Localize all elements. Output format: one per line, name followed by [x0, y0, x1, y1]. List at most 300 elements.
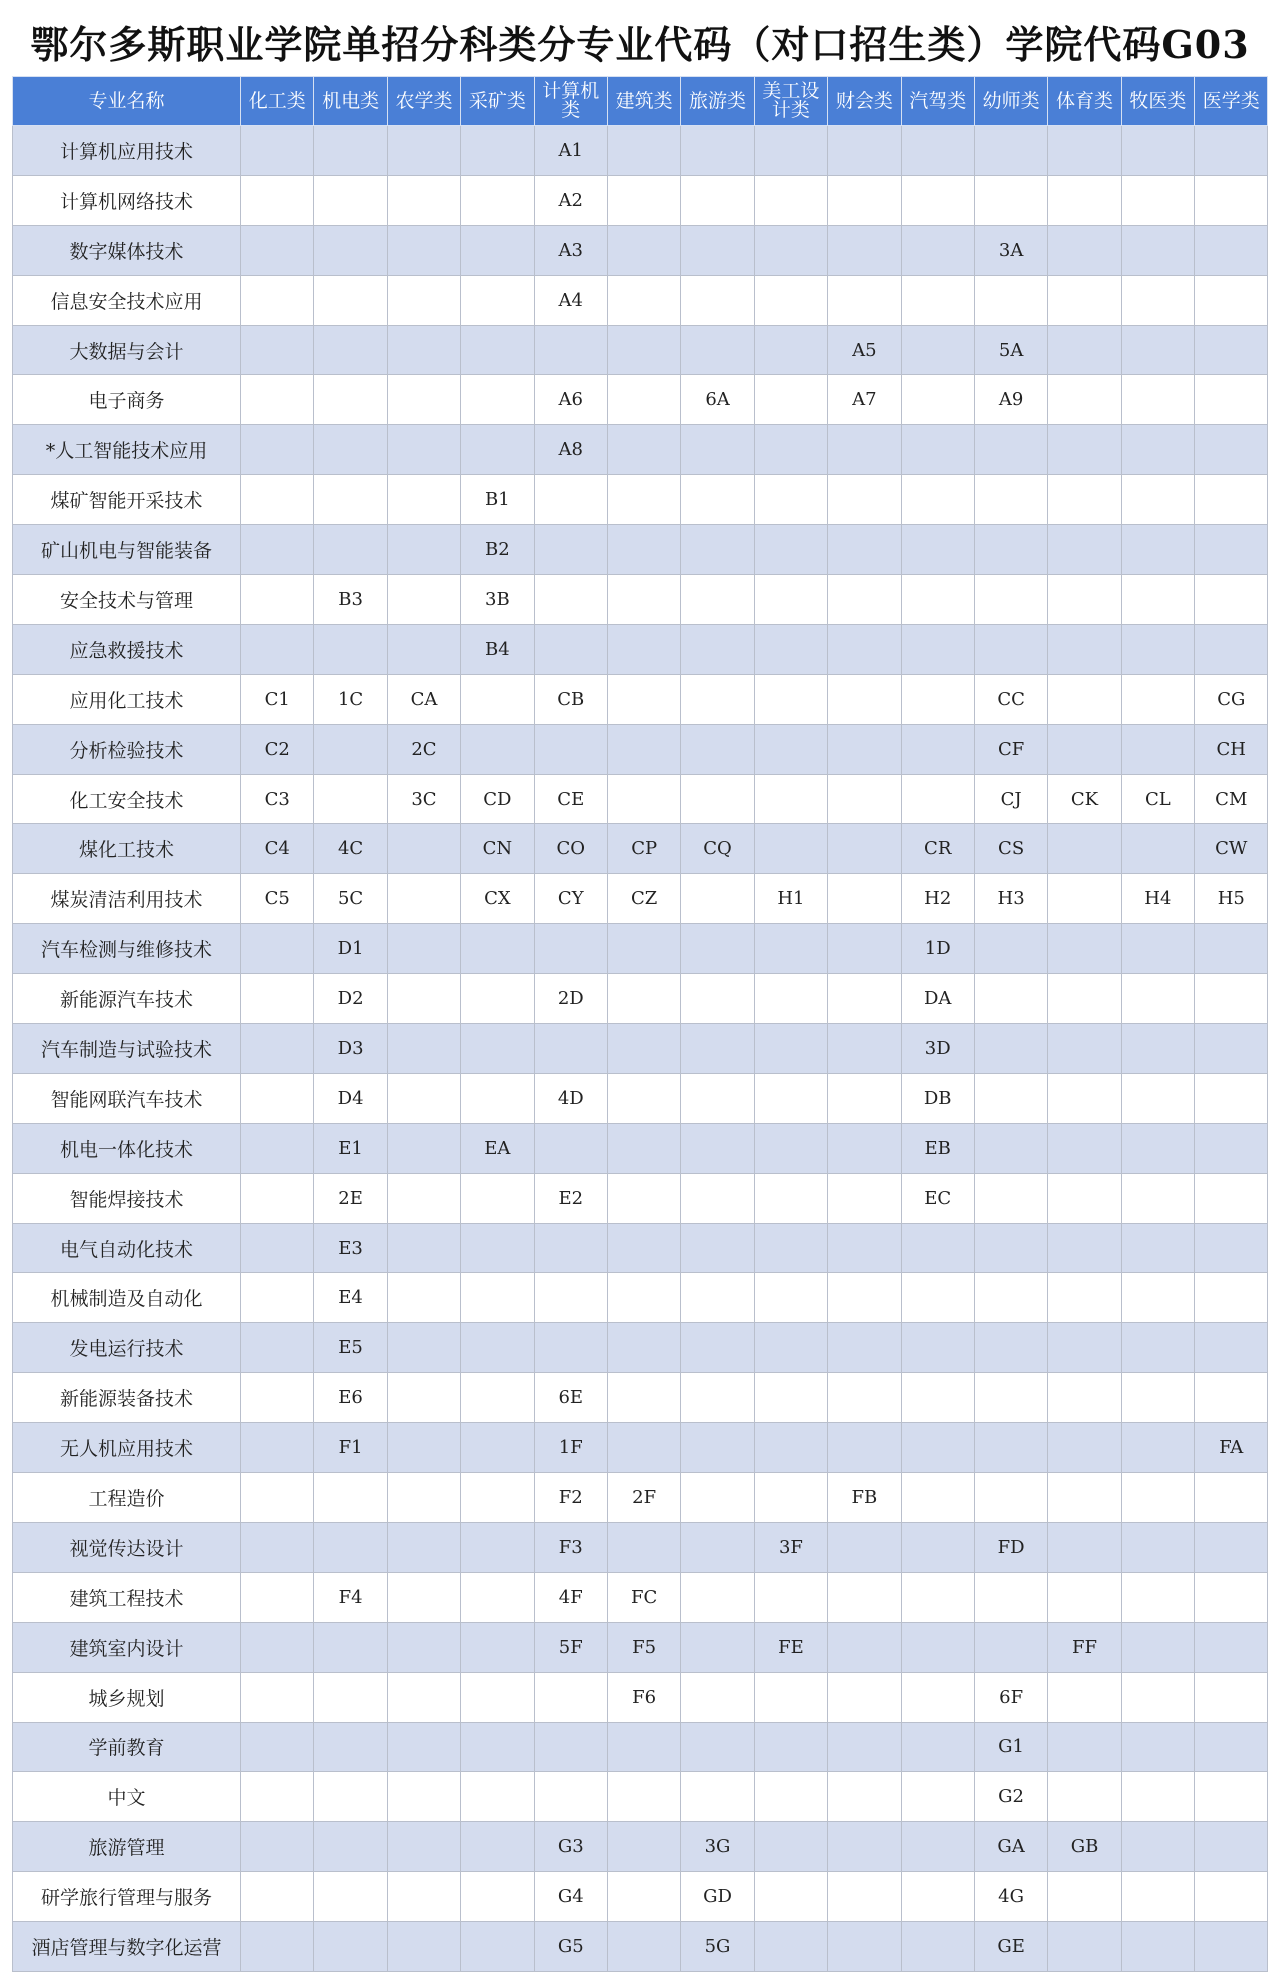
code-cell — [1121, 1872, 1194, 1922]
code-cell — [681, 1373, 754, 1423]
code-cell — [314, 1922, 387, 1972]
code-cell — [607, 1123, 680, 1173]
code-cell: CS — [974, 824, 1047, 874]
code-cell — [241, 126, 314, 176]
code-cell — [901, 275, 974, 325]
code-cell — [754, 475, 827, 525]
code-cell — [1121, 1572, 1194, 1622]
code-cell — [241, 1273, 314, 1323]
code-cell — [314, 1722, 387, 1772]
code-cell — [241, 1722, 314, 1772]
code-cell — [1121, 325, 1194, 375]
code-cell — [461, 1722, 534, 1772]
code-cell: C2 — [241, 724, 314, 774]
table-row — [13, 1722, 1268, 1772]
code-cell — [754, 1123, 827, 1173]
table-row — [13, 275, 1268, 325]
column-header-major: 专业名称 — [13, 77, 241, 126]
code-cell — [754, 1722, 827, 1772]
major-name-cell: 信息安全技术应用 — [13, 275, 241, 325]
code-cell — [1121, 1123, 1194, 1173]
code-cell — [241, 325, 314, 375]
code-cell — [461, 974, 534, 1024]
major-name-cell: 应用化工技术 — [13, 674, 241, 724]
code-cell — [387, 225, 460, 275]
code-cell — [607, 325, 680, 375]
code-cell — [534, 1772, 607, 1822]
major-name-cell: 旅游管理 — [13, 1822, 241, 1872]
code-cell — [1195, 974, 1268, 1024]
code-cell — [607, 475, 680, 525]
code-cell — [461, 1423, 534, 1473]
code-cell: CY — [534, 874, 607, 924]
code-cell — [461, 924, 534, 974]
code-cell — [901, 1672, 974, 1722]
code-cell — [387, 325, 460, 375]
code-cell — [314, 1872, 387, 1922]
code-cell — [387, 1423, 460, 1473]
code-cell — [387, 624, 460, 674]
code-cell: EC — [901, 1173, 974, 1223]
code-cell — [1195, 624, 1268, 674]
code-cell — [974, 425, 1047, 475]
code-cell — [387, 525, 460, 575]
code-cell — [828, 1622, 901, 1672]
table-row — [13, 1223, 1268, 1273]
code-cell: H1 — [754, 874, 827, 924]
code-cell: 1D — [901, 924, 974, 974]
code-cell — [901, 375, 974, 425]
code-cell — [754, 974, 827, 1024]
code-cell — [974, 1323, 1047, 1373]
code-cell — [828, 1323, 901, 1373]
code-cell: F4 — [314, 1572, 387, 1622]
code-cell — [1048, 1572, 1121, 1622]
code-cell — [828, 874, 901, 924]
code-cell: B1 — [461, 475, 534, 525]
code-cell — [607, 624, 680, 674]
code-cell — [828, 1922, 901, 1972]
code-cell — [974, 475, 1047, 525]
table-row — [13, 225, 1268, 275]
code-cell — [387, 924, 460, 974]
code-cell: A5 — [828, 325, 901, 375]
table-row — [13, 575, 1268, 625]
code-cell — [607, 1872, 680, 1922]
code-cell — [754, 1073, 827, 1123]
code-cell — [754, 1273, 827, 1323]
code-cell: F5 — [607, 1622, 680, 1672]
code-cell — [241, 974, 314, 1024]
code-cell: DB — [901, 1073, 974, 1123]
code-cell — [607, 1273, 680, 1323]
code-cell — [241, 1672, 314, 1722]
major-name-cell: 工程造价 — [13, 1473, 241, 1523]
code-cell — [534, 575, 607, 625]
major-name-cell: 分析检验技术 — [13, 724, 241, 774]
major-name-cell: 新能源装备技术 — [13, 1373, 241, 1423]
code-cell — [828, 1373, 901, 1423]
code-cell — [681, 1024, 754, 1074]
code-cell: E5 — [314, 1323, 387, 1373]
table-row — [13, 1423, 1268, 1473]
code-cell — [1048, 1273, 1121, 1323]
code-cell — [534, 325, 607, 375]
code-cell — [1195, 924, 1268, 974]
code-cell: F6 — [607, 1672, 680, 1722]
code-cell — [828, 924, 901, 974]
code-cell — [1048, 425, 1121, 475]
code-cell — [974, 924, 1047, 974]
code-cell — [607, 275, 680, 325]
code-cell — [1121, 624, 1194, 674]
code-cell — [974, 275, 1047, 325]
code-cell: 2C — [387, 724, 460, 774]
code-cell: EB — [901, 1123, 974, 1173]
code-cell — [534, 1672, 607, 1722]
code-cell — [241, 1223, 314, 1273]
code-cell: 2D — [534, 974, 607, 1024]
code-cell — [828, 1123, 901, 1173]
code-cell — [754, 1423, 827, 1473]
column-header-category: 计算机类 — [534, 77, 607, 126]
code-cell — [681, 575, 754, 625]
code-cell — [461, 1223, 534, 1273]
code-cell — [534, 924, 607, 974]
code-cell — [1195, 375, 1268, 425]
code-cell — [828, 575, 901, 625]
code-cell — [754, 1323, 827, 1373]
code-cell — [974, 1423, 1047, 1473]
code-cell — [828, 1772, 901, 1822]
code-cell — [1121, 1822, 1194, 1872]
code-cell — [461, 1622, 534, 1672]
code-cell — [1048, 1073, 1121, 1123]
major-name-cell: 智能网联汽车技术 — [13, 1073, 241, 1123]
code-cell — [461, 1672, 534, 1722]
code-cell — [681, 724, 754, 774]
code-cell — [387, 824, 460, 874]
code-cell — [387, 1522, 460, 1572]
code-cell — [314, 1473, 387, 1523]
code-cell — [754, 375, 827, 425]
code-cell — [314, 325, 387, 375]
code-cell — [1121, 1024, 1194, 1074]
code-cell: EA — [461, 1123, 534, 1173]
code-cell — [461, 126, 534, 176]
column-header-category: 建筑类 — [607, 77, 680, 126]
major-name-cell: 机械制造及自动化 — [13, 1273, 241, 1323]
code-cell — [241, 1073, 314, 1123]
code-cell — [241, 1473, 314, 1523]
code-cell — [461, 1273, 534, 1323]
code-cell — [754, 624, 827, 674]
code-cell: CA — [387, 674, 460, 724]
code-cell — [607, 924, 680, 974]
code-cell — [974, 1473, 1047, 1523]
major-name-cell: 煤化工技术 — [13, 824, 241, 874]
code-cell — [1195, 1024, 1268, 1074]
major-code-table — [12, 76, 1268, 1972]
code-cell — [974, 175, 1047, 225]
code-cell: CM — [1195, 774, 1268, 824]
table-row — [13, 1822, 1268, 1872]
code-cell — [314, 624, 387, 674]
code-cell — [387, 1123, 460, 1173]
major-name-cell: 酒店管理与数字化运营 — [13, 1922, 241, 1972]
table-row — [13, 1672, 1268, 1722]
code-cell — [974, 974, 1047, 1024]
table-row — [13, 674, 1268, 724]
code-cell: H5 — [1195, 874, 1268, 924]
major-name-cell: 汽车制造与试验技术 — [13, 1024, 241, 1074]
code-cell — [1121, 1323, 1194, 1373]
code-cell — [1121, 1223, 1194, 1273]
code-cell — [461, 275, 534, 325]
code-cell — [607, 525, 680, 575]
code-cell — [828, 525, 901, 575]
code-cell: G3 — [534, 1822, 607, 1872]
major-name-cell: *人工智能技术应用 — [13, 425, 241, 475]
major-name-cell: 电气自动化技术 — [13, 1223, 241, 1273]
code-cell: 3B — [461, 575, 534, 625]
code-cell — [241, 1622, 314, 1672]
code-cell — [901, 575, 974, 625]
table-header-row — [13, 77, 1268, 126]
code-cell — [681, 624, 754, 674]
code-cell — [901, 475, 974, 525]
table-row — [13, 1572, 1268, 1622]
code-cell — [387, 126, 460, 176]
column-header-category: 采矿类 — [461, 77, 534, 126]
code-cell — [681, 425, 754, 475]
code-cell — [681, 1672, 754, 1722]
code-cell — [1048, 1373, 1121, 1423]
code-cell: 2F — [607, 1473, 680, 1523]
code-cell — [387, 874, 460, 924]
code-cell — [681, 1173, 754, 1223]
code-cell — [1121, 1672, 1194, 1722]
code-cell — [241, 1373, 314, 1423]
code-cell — [974, 1024, 1047, 1074]
code-cell — [1048, 525, 1121, 575]
code-cell — [607, 175, 680, 225]
code-cell — [314, 175, 387, 225]
code-cell — [1048, 275, 1121, 325]
code-cell: 3F — [754, 1522, 827, 1572]
code-cell: E2 — [534, 1173, 607, 1223]
code-cell — [901, 1522, 974, 1572]
code-cell — [1195, 1922, 1268, 1972]
code-cell: 4C — [314, 824, 387, 874]
code-cell: A9 — [974, 375, 1047, 425]
code-cell — [241, 175, 314, 225]
code-cell — [974, 1173, 1047, 1223]
code-cell — [1195, 475, 1268, 525]
code-cell — [1048, 1173, 1121, 1223]
code-cell — [461, 325, 534, 375]
code-cell — [607, 674, 680, 724]
code-cell — [1048, 874, 1121, 924]
code-cell — [534, 525, 607, 575]
code-cell: CR — [901, 824, 974, 874]
code-cell — [1048, 1672, 1121, 1722]
code-cell — [1121, 1473, 1194, 1523]
code-cell — [754, 1672, 827, 1722]
code-cell: CQ — [681, 824, 754, 874]
code-cell — [754, 1223, 827, 1273]
code-cell — [1121, 525, 1194, 575]
code-cell — [828, 724, 901, 774]
code-cell — [1048, 1722, 1121, 1772]
code-cell — [314, 525, 387, 575]
code-cell — [828, 974, 901, 1024]
code-cell — [828, 475, 901, 525]
code-cell — [387, 1073, 460, 1123]
code-cell — [314, 1772, 387, 1822]
code-cell — [241, 1872, 314, 1922]
code-cell — [387, 1473, 460, 1523]
code-cell — [461, 1772, 534, 1822]
code-cell — [1048, 225, 1121, 275]
table-row — [13, 1323, 1268, 1373]
code-cell — [828, 1722, 901, 1772]
code-cell — [901, 1423, 974, 1473]
code-cell — [1195, 1622, 1268, 1672]
code-cell — [901, 1473, 974, 1523]
table-row — [13, 1872, 1268, 1922]
code-cell — [1121, 375, 1194, 425]
major-name-cell: 中文 — [13, 1772, 241, 1822]
code-cell: CZ — [607, 874, 680, 924]
code-cell — [607, 1423, 680, 1473]
code-cell — [754, 1572, 827, 1622]
code-cell — [534, 1123, 607, 1173]
code-cell — [461, 1323, 534, 1373]
code-cell — [828, 774, 901, 824]
column-header-category: 机电类 — [314, 77, 387, 126]
code-cell: D4 — [314, 1073, 387, 1123]
code-cell — [387, 1622, 460, 1672]
code-cell — [681, 1722, 754, 1772]
code-cell: F3 — [534, 1522, 607, 1572]
code-cell — [1121, 475, 1194, 525]
major-name-cell: 学前教育 — [13, 1722, 241, 1772]
major-name-cell: 新能源汽车技术 — [13, 974, 241, 1024]
table-row — [13, 974, 1268, 1024]
code-cell — [1048, 1024, 1121, 1074]
code-cell — [828, 1073, 901, 1123]
code-cell — [901, 1572, 974, 1622]
code-cell: B3 — [314, 575, 387, 625]
code-cell — [387, 1223, 460, 1273]
code-cell: G1 — [974, 1722, 1047, 1772]
table-row — [13, 525, 1268, 575]
code-cell — [828, 624, 901, 674]
code-cell: G2 — [974, 1772, 1047, 1822]
code-cell — [387, 1173, 460, 1223]
code-cell — [461, 1473, 534, 1523]
code-cell — [828, 1522, 901, 1572]
code-cell — [901, 325, 974, 375]
code-cell — [1121, 1373, 1194, 1423]
code-cell — [1121, 575, 1194, 625]
code-cell: GD — [681, 1872, 754, 1922]
code-cell: 2E — [314, 1173, 387, 1223]
code-cell — [1121, 1273, 1194, 1323]
code-cell — [1195, 1123, 1268, 1173]
code-cell — [1048, 1922, 1121, 1972]
code-cell — [387, 1922, 460, 1972]
table-body — [13, 126, 1268, 1972]
code-cell — [681, 674, 754, 724]
code-cell — [828, 1572, 901, 1622]
code-cell — [241, 275, 314, 325]
code-cell — [1048, 1123, 1121, 1173]
code-cell — [607, 1722, 680, 1772]
code-cell — [461, 175, 534, 225]
code-cell — [241, 575, 314, 625]
code-cell — [1195, 575, 1268, 625]
code-cell — [607, 1223, 680, 1273]
code-cell — [314, 1822, 387, 1872]
table-row — [13, 1373, 1268, 1423]
code-cell — [607, 126, 680, 176]
code-cell — [828, 225, 901, 275]
code-cell — [754, 525, 827, 575]
code-cell — [1121, 126, 1194, 176]
table-row — [13, 924, 1268, 974]
code-cell — [241, 225, 314, 275]
table-row — [13, 1522, 1268, 1572]
code-cell — [681, 1423, 754, 1473]
code-cell: CC — [974, 674, 1047, 724]
code-cell — [681, 1622, 754, 1672]
code-cell — [1195, 325, 1268, 375]
code-cell — [828, 126, 901, 176]
code-cell: B4 — [461, 624, 534, 674]
code-cell: 3C — [387, 774, 460, 824]
code-cell — [314, 1622, 387, 1672]
code-cell: CD — [461, 774, 534, 824]
code-cell — [607, 225, 680, 275]
code-cell: GA — [974, 1822, 1047, 1872]
table-row — [13, 1123, 1268, 1173]
column-header-category: 医学类 — [1195, 77, 1268, 126]
code-cell — [901, 724, 974, 774]
code-cell — [314, 475, 387, 525]
code-cell — [828, 425, 901, 475]
code-cell — [681, 1273, 754, 1323]
code-cell — [1048, 974, 1121, 1024]
code-cell — [681, 225, 754, 275]
major-name-cell: 城乡规划 — [13, 1672, 241, 1722]
code-cell — [754, 1373, 827, 1423]
table-row — [13, 475, 1268, 525]
code-cell — [314, 774, 387, 824]
code-cell: CH — [1195, 724, 1268, 774]
code-cell — [1048, 1323, 1121, 1373]
code-cell: CB — [534, 674, 607, 724]
code-cell — [1121, 824, 1194, 874]
major-name-cell: 视觉传达设计 — [13, 1522, 241, 1572]
code-cell: GE — [974, 1922, 1047, 1972]
code-cell: D1 — [314, 924, 387, 974]
code-cell — [1195, 1223, 1268, 1273]
code-cell — [754, 1173, 827, 1223]
code-cell — [1195, 1672, 1268, 1722]
table-row — [13, 1473, 1268, 1523]
